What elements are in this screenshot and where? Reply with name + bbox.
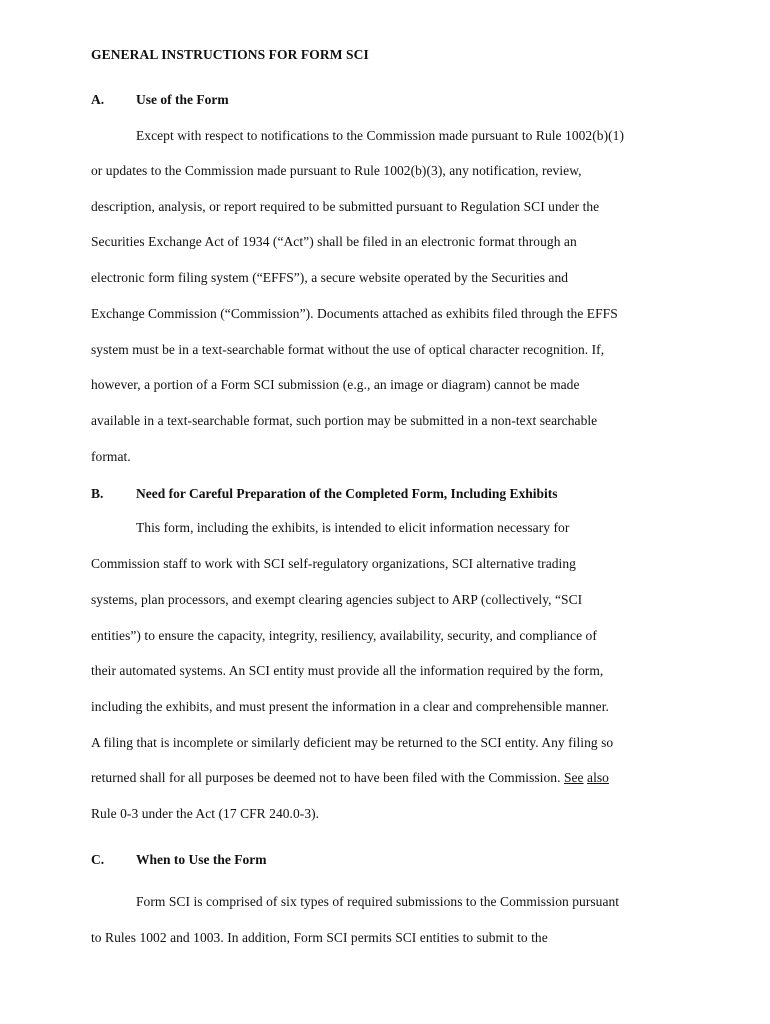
section-a-line-8: however, a portion of a Form SCI submission (e.g., an image or diagram) cannot be made xyxy=(91,377,580,392)
section-b-line-3: systems, plan processors, and exempt clearing agencies subject to ARP (collectively, “SCI xyxy=(91,592,583,607)
section-b-line-5: their automated systems. An SCI entity must provide all the information required by the form, xyxy=(91,663,604,678)
section-b-heading xyxy=(91,486,558,502)
section-b-letter: B. xyxy=(91,486,104,501)
section-b-line-2: Commission staff to work with SCI self-regulatory organizations, SCI alternative trading xyxy=(91,556,576,571)
section-c-title: When to Use the Form xyxy=(136,852,267,867)
section-a-line-2: or updates to the Commission made pursuant to Rule 1002(b)(3), any notification, review, xyxy=(91,163,582,178)
section-a-line-9: available in a text-searchable format, such portion may be submitted in a non-text searchable xyxy=(91,413,598,428)
section-c-line-2: to Rules 1002 and 1003. In addition, Form SCI permits SCI entities to submit to the xyxy=(91,930,548,945)
section-c-heading xyxy=(91,852,266,868)
section-a-line-3: description, analysis, or report required to be submitted pursuant to Regulation SCI under the xyxy=(91,199,600,214)
also-link-text: also xyxy=(587,770,609,785)
section-a-line-4: Securities Exchange Act of 1934 (“Act”) shall be filed in an electronic format through an xyxy=(91,234,577,249)
section-c-line-1: Form SCI is comprised of six types of required submissions to the Commission pursuant xyxy=(136,894,620,909)
section-a-letter: A. xyxy=(91,92,105,107)
section-b-line-7: A filing that is incomplete or similarly deficient may be returned to the SCI entity. Any filing so xyxy=(91,735,614,750)
section-b-title: Need for Careful Preparation of the Completed Form, Including Exhibits xyxy=(136,486,558,501)
document-title: GENERAL INSTRUCTIONS FOR FORM SCI xyxy=(91,47,369,62)
section-a-line-5: electronic form filing system (“EFFS”), a secure website operated by the Securities and xyxy=(91,270,569,285)
section-b-line-6: including the exhibits, and must present the information in a clear and comprehensible manner. xyxy=(91,699,609,714)
section-b-line-1: This form, including the exhibits, is intended to elicit information necessary for xyxy=(136,520,570,535)
section-c-letter: C. xyxy=(91,852,105,867)
section-b-line-8 xyxy=(91,770,609,786)
section-a-title: Use of the Form xyxy=(136,92,229,107)
section-b-line-9: Rule 0-3 under the Act (17 CFR 240.0-3). xyxy=(91,806,320,821)
section-b-line-4: entities”) to ensure the capacity, integrity, resiliency, availability, security, and compliance of xyxy=(91,628,597,643)
section-a-line-1: Except with respect to notifications to the Commission made pursuant to Rule 1002(b)(1) xyxy=(136,128,625,143)
section-b-line-8-text: returned shall for all purposes be deemed not to have been filed with the Commission. xyxy=(91,770,564,785)
see-link-text: See xyxy=(563,770,584,785)
section-a-line-7: system must be in a text-searchable format without the use of optical character recognition. If, xyxy=(91,342,605,357)
section-a-heading xyxy=(91,92,229,108)
section-a-line-10: format. xyxy=(91,449,131,464)
section-a-line-6: Exchange Commission (“Commission”). Documents attached as exhibits filed through the EFFS xyxy=(91,306,618,321)
